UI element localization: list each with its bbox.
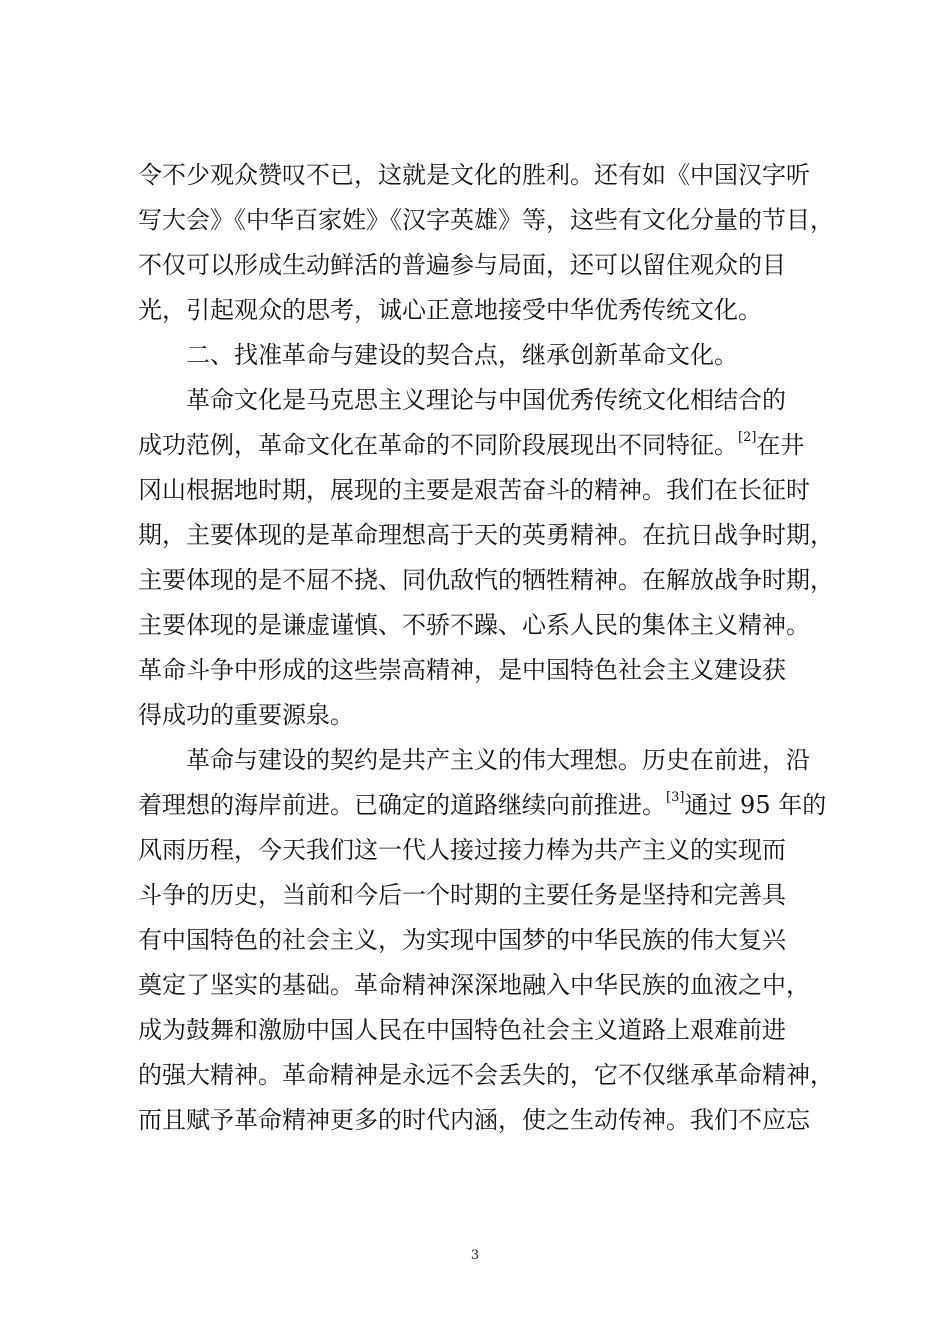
line-text: 着理想的海岸前进。已确定的道路继续向前推进。 (138, 791, 666, 819)
text-line (138, 1053, 838, 1098)
citation-marker: [3] (666, 790, 685, 805)
text-line (138, 828, 838, 873)
text-line (138, 873, 838, 918)
text-line (138, 603, 838, 648)
text-line (138, 378, 838, 423)
line-text: 得成功的重要源泉。 (138, 701, 354, 729)
line-text: 成功范例，革命文化在革命的不同阶段展现出不同特征。 (138, 431, 738, 459)
line-text: 冈山根据地时期，展现的主要是艰苦奋斗的精神。我们在长征时 (138, 476, 810, 504)
line-text: 不仅可以形成生动鲜活的普遍参与局面，还可以留住观众的目 (138, 251, 786, 279)
text-line (138, 333, 838, 378)
text-line (138, 468, 838, 513)
text-line (138, 963, 838, 1008)
line-text-continuation: 在井 (756, 431, 805, 459)
line-text: 革命文化是马克思主义理论与中国优秀传统文化相结合的 (186, 386, 786, 414)
page-number: 3 (470, 1248, 480, 1263)
text-line (138, 1008, 838, 1053)
line-text: 革命与建设的契约是共产主义的伟大理想。历史在前进，沿 (186, 746, 810, 774)
line-text: 斗争的历史，当前和今后一个时期的主要任务是坚持和完善具 (138, 881, 786, 909)
line-text-continuation: 通过 95 年的 (684, 791, 827, 819)
text-line (138, 243, 838, 288)
text-line (138, 513, 838, 558)
line-text: 的强大精神。革命精神是永远不会丢失的，它不仅继承革命精神， (138, 1061, 834, 1089)
text-line (138, 198, 838, 243)
body-text (138, 153, 838, 1143)
line-text: 写大会》《中华百家姓》《汉字英雄》等，这些有文化分量的节目， (138, 206, 834, 234)
line-text: 主要体现的是谦虚谨慎、不骄不躁、心系人民的集体主义精神。 (138, 611, 810, 639)
text-line (138, 288, 838, 333)
text-line (138, 423, 838, 468)
line-text: 革命斗争中形成的这些崇高精神，是中国特色社会主义建设获 (138, 656, 786, 684)
line-text: 有中国特色的社会主义，为实现中国梦的中华民族的伟大复兴 (138, 926, 786, 954)
text-line (138, 558, 838, 603)
citation-marker: [2] (738, 430, 757, 445)
line-text: 奠定了坚实的基础。革命精神深深地融入中华民族的血液之中， (138, 971, 810, 999)
text-line (138, 918, 838, 963)
line-text: 而且赋予革命精神更多的时代内涵，使之生动传神。我们不应忘 (138, 1106, 810, 1134)
text-line (138, 783, 838, 828)
text-line (138, 1098, 838, 1143)
text-line (138, 738, 838, 783)
text-line (138, 648, 838, 693)
line-text: 风雨历程，今天我们这一代人接过接力棒为共产主义的实现而 (138, 836, 786, 864)
line-text: 主要体现的是不屈不挠、同仇敌忾的牺牲精神。在解放战争时期， (138, 566, 834, 594)
text-line (138, 693, 838, 738)
line-text: 成为鼓舞和激励中国人民在中国特色社会主义道路上艰难前进 (138, 1016, 786, 1044)
line-text: 二、找准革命与建设的契合点，继承创新革命文化。 (186, 341, 738, 369)
line-text: 期，主要体现的是革命理想高于天的英勇精神。在抗日战争时期， (138, 521, 834, 549)
text-line (138, 153, 838, 198)
line-text: 令不少观众赞叹不已，这就是文化的胜利。还有如《中国汉字听 (138, 161, 810, 189)
line-text: 光，引起观众的思考，诚心正意地接受中华优秀传统文化。 (138, 296, 762, 324)
